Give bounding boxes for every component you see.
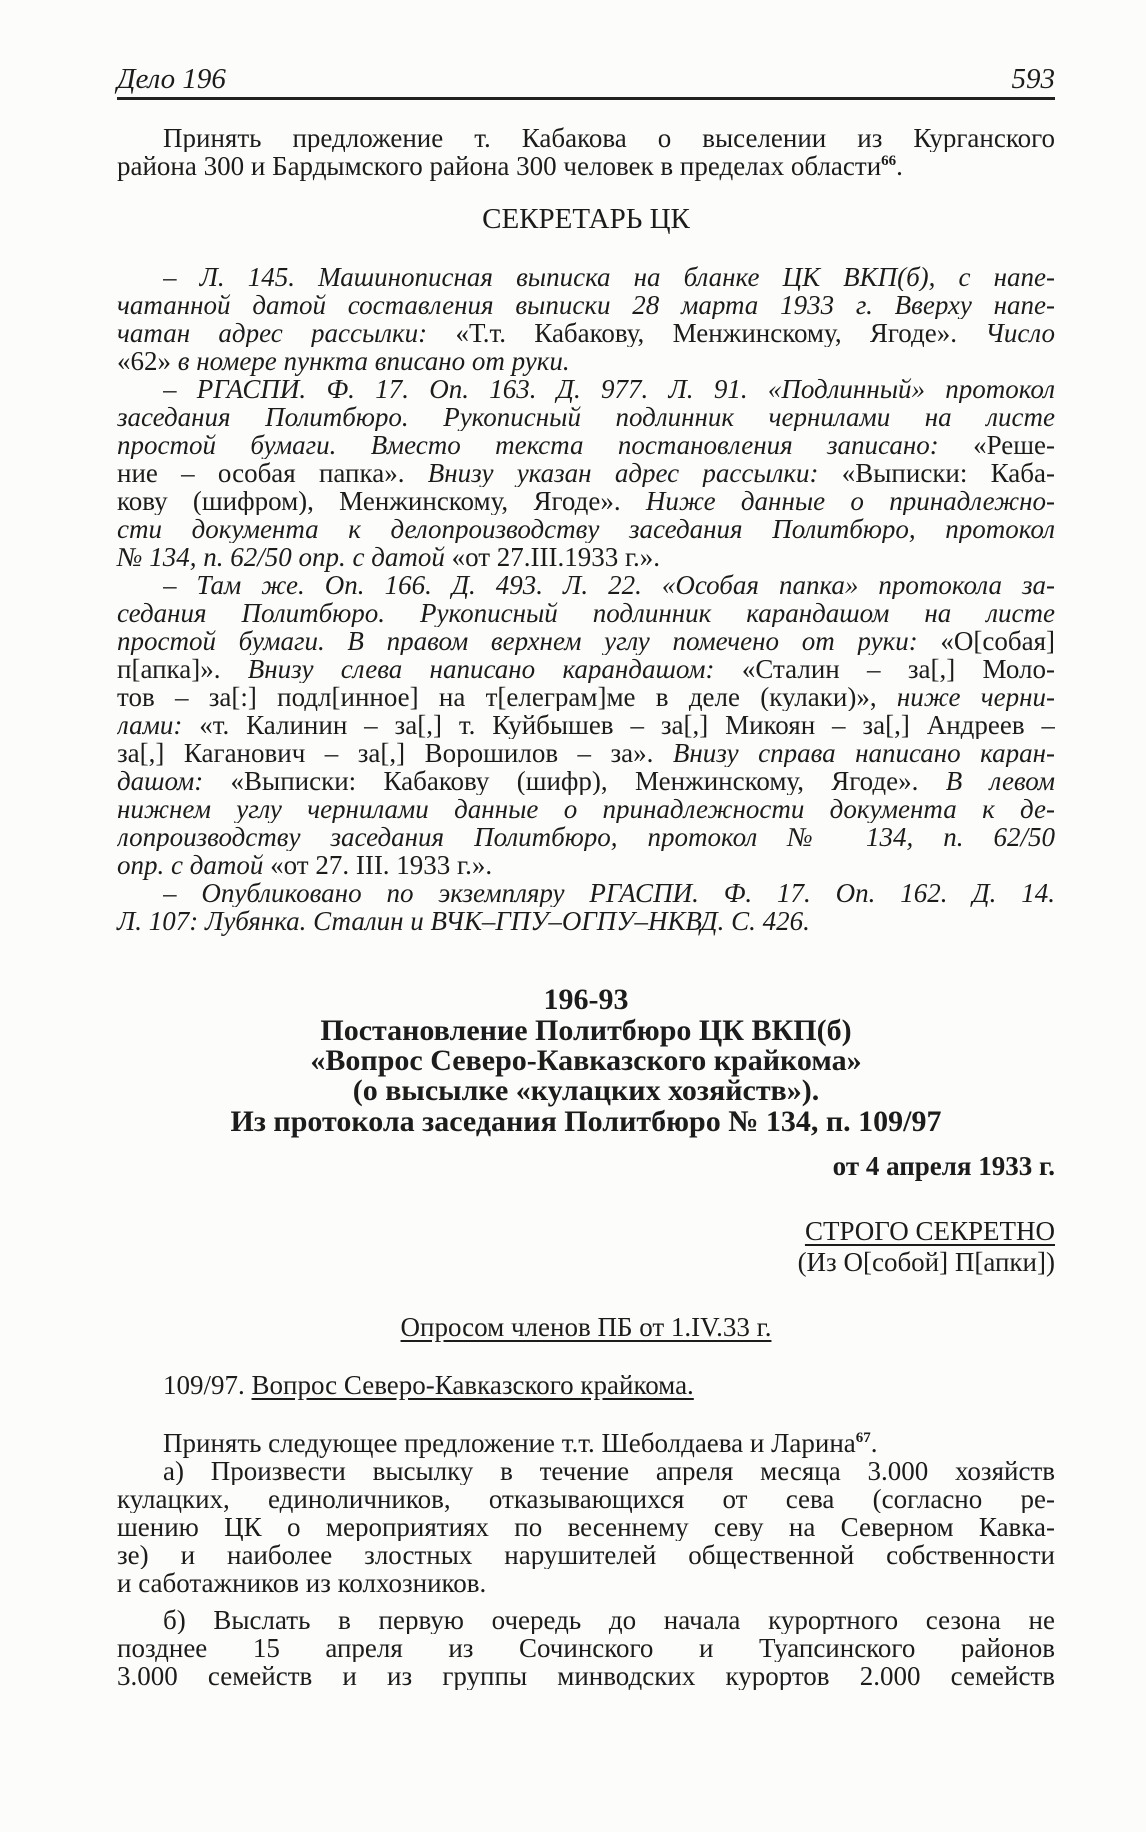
note-line [117,739,1055,767]
note-quote: «О[собая] [940,627,1055,655]
note-line [117,291,1055,319]
note-line [117,767,1055,795]
classification-note: (Из О[собой] П[апки]) [797,1247,1055,1277]
note-commentary: Внизу слева написано карандашом: [220,655,742,683]
decision-intro [163,1429,1055,1457]
running-header-case: Дело 196 [117,63,226,95]
document-title-line: Постановление Политбюро ЦК ВКП(б) [320,1014,852,1047]
document-title-line: «Вопрос Северо-Кавказского крайкома» [310,1044,862,1077]
note-commentary: нижнем углу чернилами данные о принадлежности документа к де- [117,795,1055,823]
note-commentary: Ниже данные о принадлежно- [620,487,1055,515]
note-quote: п[апка]». [117,655,221,683]
note-line [117,655,1055,683]
body-line: шению ЦК о мероприятиях по весеннему севу на Северном Кавка- [117,1513,1055,1541]
note-line [117,403,1055,431]
note-line [117,823,1055,851]
note-line [163,375,1055,403]
note-commentary: чатан адрес рассылки: [117,319,456,347]
body-line: б) Выслать в первую очередь до начала курортного сезона не [163,1606,1055,1634]
item-heading [163,1371,1055,1399]
note-commentary: сти документа к делопроизводству заседания Политбюро, протокол [117,515,1055,543]
body-line: и саботажников из колхозников. [117,1568,487,1598]
note-quote: за[,] Каганович – за[,] Ворошилов – за». [117,739,654,767]
note-commentary: № 134, п. 62/50 опр. с датой [117,542,452,572]
note-commentary: – Там же. Оп. 166. Д. 493. Л. 22. «Особая папка» протокола за- [163,571,1055,599]
note-commentary: простой бумаги. В правом верхнем углу помечено от руки: [117,627,941,655]
document-date: от 4 апреля 1933 г. [832,1151,1055,1181]
note-quote: кову (шифром), Менжинскому, Ягоде». [117,487,621,515]
document-number: 196-93 [543,983,629,1016]
intro-line-2 [117,152,1055,180]
note-quote: тов – за[:] подл[инное] на т[елеграм]ме в деле (кулаки)», [117,683,877,711]
note-line [117,487,1055,515]
classification-stamp: СТРОГО СЕКРЕТНО [804,1216,1055,1246]
intro-text: района 300 и Бардымского района 300 человек в пределах области [117,151,882,181]
item-number: 109/97. [163,1370,245,1400]
note-line [117,627,1055,655]
note-line [117,431,1055,459]
note-quote: «Т.т. Кабакову, Менжинскому, Ягоде». [455,319,957,347]
body-line: а) Произвести высылку в течение апреля месяца 3.000 хозяйств [163,1457,1055,1485]
note-commentary: дашом: [117,767,231,795]
note-commentary: Л. 107: Лубянка. Сталин и ВЧК–ГПУ–ОГПУ–НКВД. С. 426. [117,906,810,936]
note-line [117,851,1055,879]
note-commentary: – РГАСПИ. Ф. 17. Оп. 163. Д. 977. Л. 91. «Подлинный» протокол [163,375,1055,403]
document-title-line: Из протокола заседания Политбюро № 134, п. 109/97 [230,1105,942,1138]
note-commentary: чатанной датой составления выписки 28 марта 1933 г. Вверху напе- [117,291,1055,319]
note-commentary: Внизу указан адрес рассылки: [404,459,842,487]
document-title-line: (о высылке «кулацких хозяйств»). [352,1074,820,1107]
note-line [117,683,1055,711]
note-quote: «62» [117,346,171,376]
note-line [117,795,1055,823]
note-quote: «т. Калинин – за[,] т. Куйбышев – за[,] Микоян – за[,] Андреев – [199,711,1055,739]
note-line [117,711,1055,739]
note-line [117,543,1055,571]
note-commentary: в номере пункта вписано от руки. [171,346,570,376]
note-line [117,515,1055,543]
poll-note: Опросом членов ПБ от 1.IV.33 г. [400,1312,772,1342]
footnote-ref-67: 67 [855,1430,871,1446]
signature: СЕКРЕТАРЬ ЦК [482,203,690,235]
note-commentary: ниже черни- [876,683,1055,711]
note-line [117,347,1055,375]
intro-line-1: Принять предложение т. Кабакова о выселении из Курганского [163,124,1055,152]
note-line [163,879,1055,907]
note-line [117,459,1055,487]
note-commentary: лопроизводству заседания Политбюро, протокол № 134, п. 62/50 [117,823,1055,851]
note-quote: «от 27.III.1933 г.». [451,542,661,572]
decision-intro-text: Принять следующее предложение т.т. Шеболдаева и Ларина [163,1428,856,1458]
header-rule [117,97,1055,100]
body-line: 3.000 семейств и из группы минводских курортов 2.000 семейств [117,1662,1055,1690]
note-commentary: В левом [918,767,1055,795]
note-commentary: – Опубликовано по экземпляру РГАСПИ. Ф. 17. Оп. 162. Д. 14. [163,879,1055,907]
intro-end: . [896,151,903,181]
note-quote: «от 27. III. 1933 г.». [270,850,493,880]
note-quote: «Выписки: Кабакову (шифр), Менжинскому, Ягоде». [230,767,919,795]
decision-intro-end: . [870,1428,878,1458]
note-line [163,263,1055,291]
note-quote: «Выписки: Каба- [841,459,1055,487]
footnote-ref-66: 66 [881,153,897,169]
note-commentary: – Л. 145. Машинописная выписка на бланке ЦК ВКП(б), с напе- [163,263,1055,291]
note-quote: «Сталин – за[,] Моло- [741,655,1055,683]
note-quote: «Реше- [973,431,1055,459]
note-commentary: Внизу справа написано каран- [653,739,1055,767]
note-quote: ние – особая папка». [117,459,405,487]
body-line: позднее 15 апреля из Сочинского и Туапсинского районов [117,1634,1055,1662]
note-commentary: заседания Политбюро. Рукописный подлинник чернилами на листе [117,403,1055,431]
note-commentary: седания Политбюро. Рукописный подлинник карандашом на листе [117,599,1055,627]
body-line: кулацких, единоличников, отказывающихся от сева (согласно ре- [117,1485,1055,1513]
note-commentary: простой бумаги. Вместо текста постановления записано: [117,431,974,459]
note-commentary: Число [956,319,1055,347]
note-line [163,571,1055,599]
item-title: Вопрос Северо-Кавказского крайкома. [251,1370,694,1400]
note-line [117,319,1055,347]
note-commentary: лами: [117,711,200,739]
note-line [117,907,1055,935]
body-line: зе) и наиболее злостных нарушителей общественной собственности [117,1541,1055,1569]
note-line [117,599,1055,627]
page-number: 593 [1011,63,1055,95]
note-commentary: опр. с датой [117,850,271,880]
